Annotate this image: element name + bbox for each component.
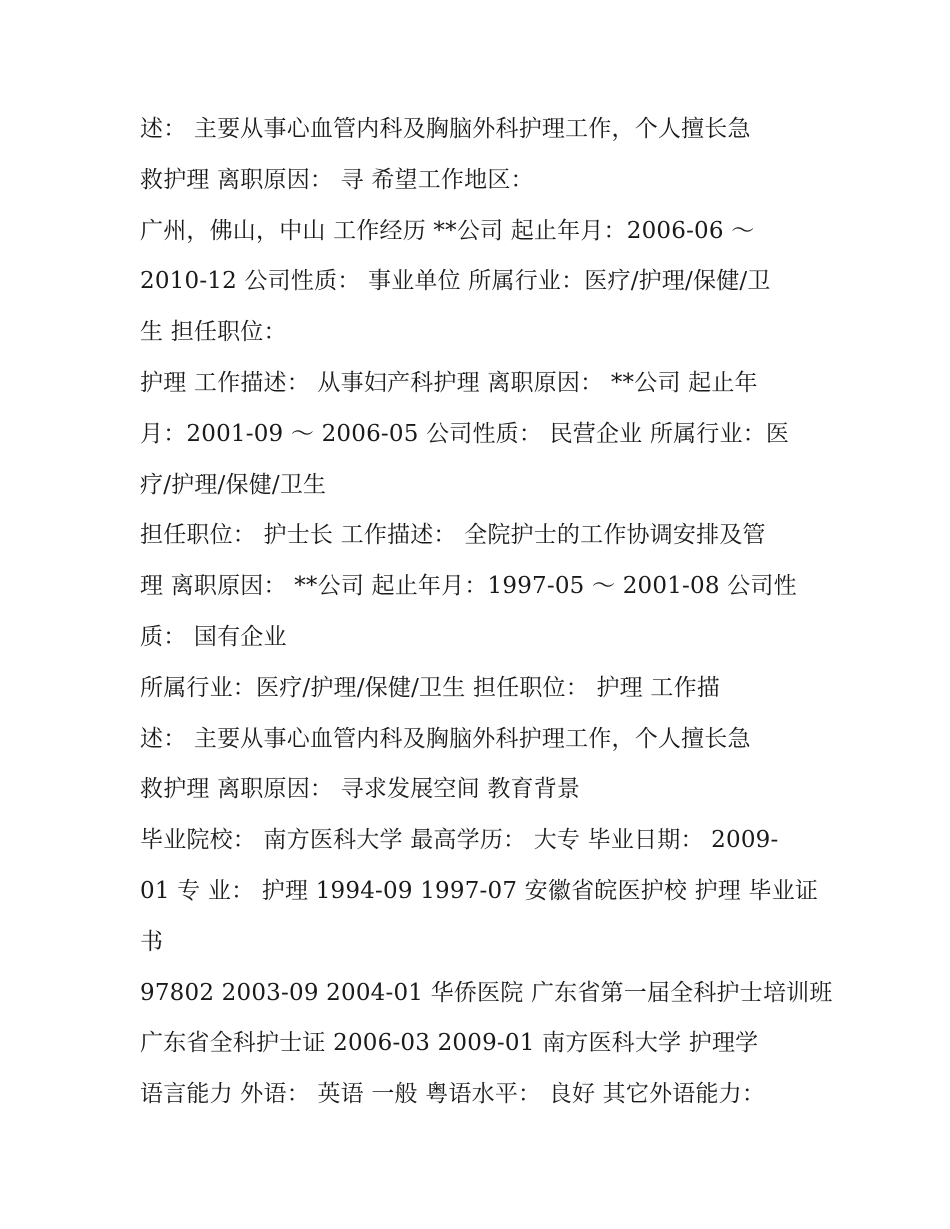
text-line: 疗/护理/保健/卫生: [140, 471, 327, 498]
text-line: 护理 工作描述： 从事妇产科护理 离职原因： **公司 起止年: [140, 369, 758, 396]
text-line: 97802 2003-09 2004-01 华侨医院 广东省第一届全科护士培训班: [140, 979, 833, 1006]
text-line: 月：2001-09 ～ 2006-05 公司性质： 民营企业 所属行业：医: [140, 420, 790, 447]
text-line: 质： 国有企业: [140, 623, 287, 650]
text-line: 书: [140, 928, 164, 955]
text-line: 广州，佛山，中山 工作经历 **公司 起止年月：2006-06 ～: [140, 217, 755, 244]
text-line: 担任职位： 护士长 工作描述： 全院护士的工作协调安排及管: [140, 522, 766, 549]
text-line: 2010-12 公司性质： 事业单位 所属行业：医疗/护理/保健/卫: [140, 268, 771, 295]
text-line: 所属行业：医疗/护理/保健/卫生 担任职位： 护理 工作描: [140, 674, 720, 701]
text-line: 救护理 离职原因： 寻求发展空间 教育背景: [140, 776, 581, 803]
text-line: 生 担任职位：: [140, 319, 287, 346]
text-line: 救护理 离职原因： 寻 希望工作地区：: [140, 166, 534, 193]
text-line: 01 专 业： 护理 1994-09 1997-07 安徽省皖医护校 护理 毕业证: [140, 877, 819, 904]
text-line: 理 离职原因： **公司 起止年月：1997-05 ～ 2001-08 公司性: [140, 573, 797, 600]
text-line: 广东省全科护士证 2006-03 2009-01 南方医科大学 护理学: [140, 1030, 759, 1057]
text-line: 述： 主要从事心血管内科及胸脑外科护理工作，个人擅长急: [140, 725, 751, 752]
text-line: 毕业院校： 南方医科大学 最高学历： 大专 毕业日期： 2009-: [140, 827, 779, 854]
document-body: [140, 104, 833, 1120]
text-line: 语言能力 外语： 英语 一般 粤语水平： 良好 其它外语能力：: [140, 1081, 766, 1108]
text-line: 述： 主要从事心血管内科及胸脑外科护理工作，个人擅长急: [140, 116, 751, 142]
